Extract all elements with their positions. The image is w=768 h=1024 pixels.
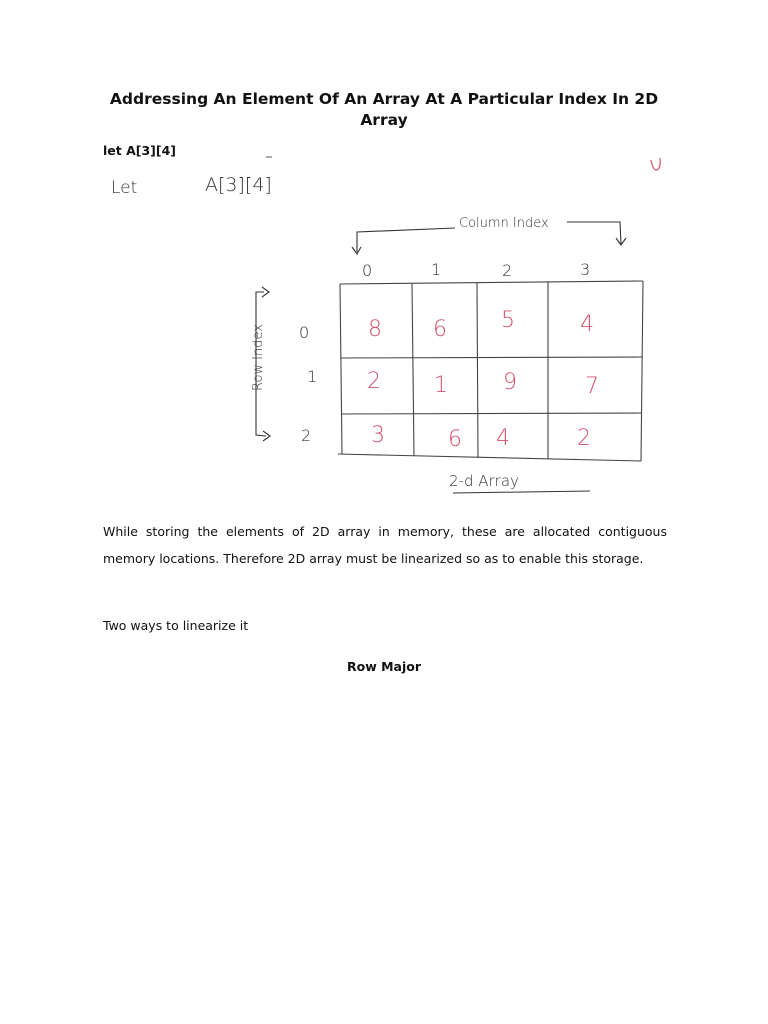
cell-0-2: 5 <box>501 308 515 333</box>
cell-1-3: 7 <box>585 374 599 399</box>
row-index-1: 1 <box>307 367 318 386</box>
column-index-2: 2 <box>502 261 513 280</box>
caption-underline <box>453 491 590 493</box>
column-index-1: 1 <box>431 260 442 279</box>
column-index-0: 0 <box>362 261 373 280</box>
page-title: Addressing An Element Of An Array At A Particular Index In 2D Array <box>109 90 659 129</box>
cell-1-2: 9 <box>503 370 517 395</box>
cell-0-3: 4 <box>580 312 594 337</box>
cell-1-1: 1 <box>434 373 448 398</box>
row-index-label: Row Index <box>251 324 266 391</box>
sketch-array-decl: A[3][4] <box>205 174 272 196</box>
column-bracket <box>357 228 455 252</box>
body-paragraph: While storing the elements of 2D array in memory, these are allocated contiguous memory locations. Therefore 2D array must be linearized so as to enable this storage. <box>103 524 667 566</box>
column-index-3: 3 <box>580 260 591 279</box>
array-cells <box>367 308 599 452</box>
red-mark <box>651 158 660 170</box>
cell-0-0: 8 <box>368 317 382 342</box>
cell-2-1: 6 <box>448 427 462 452</box>
cell-0-1: 6 <box>433 317 447 342</box>
sketch-let-word: Let <box>111 178 138 198</box>
array-caption: 2-d Array <box>449 472 519 490</box>
cell-2-2: 4 <box>496 426 510 451</box>
linearize-intro: Two ways to linearize it <box>103 618 249 633</box>
column-index-label: Column Index <box>459 216 549 231</box>
let-statement: let A[3][4] <box>103 143 177 158</box>
cell-2-0: 3 <box>371 423 385 448</box>
cell-1-0: 2 <box>367 369 381 394</box>
row-index-2: 2 <box>301 426 312 445</box>
row-index-0: 0 <box>299 323 310 342</box>
cell-2-3: 2 <box>577 426 591 451</box>
row-major-heading: Row Major <box>346 659 422 674</box>
column-bracket-right <box>567 222 621 244</box>
